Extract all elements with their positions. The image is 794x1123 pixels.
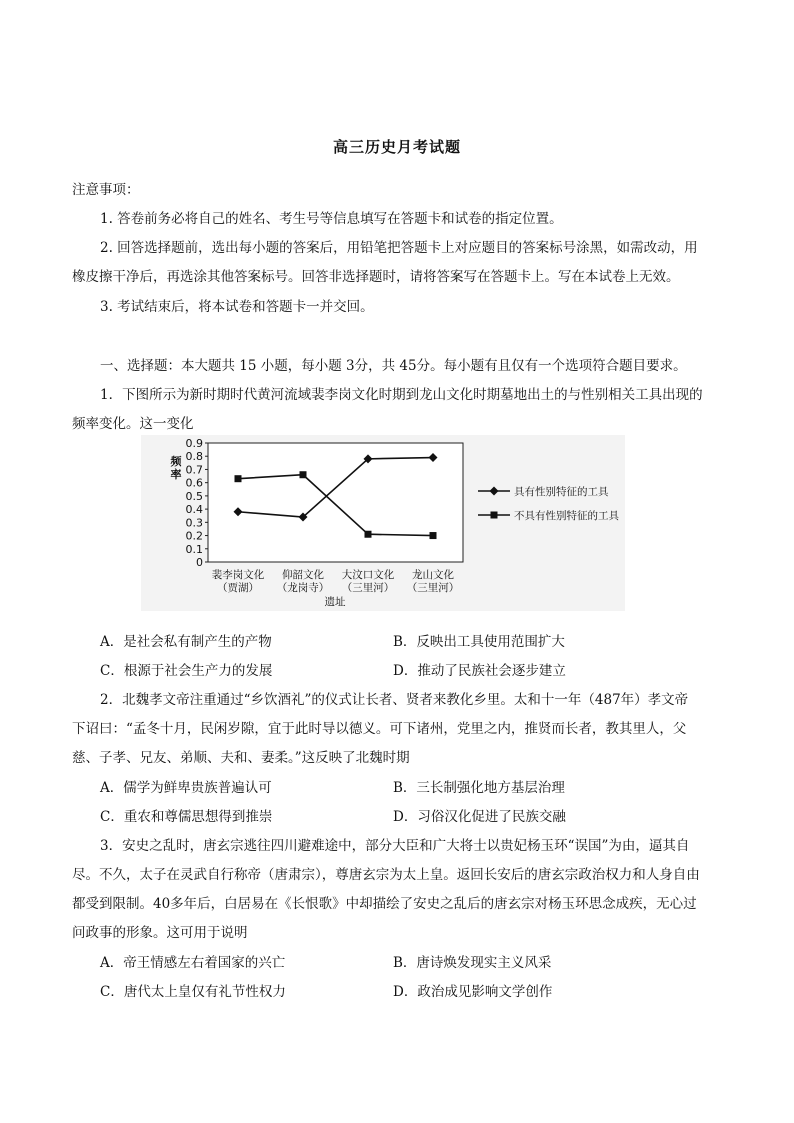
q1-stem: 1．下图所示为新时期时代黄河流域裴李岗文化时期到龙山文化时期墓地出土的与性别相关工具出现的 [100,387,703,403]
legend-marker-square [491,512,498,519]
x-tick-sublabel: （三里河） [406,582,460,594]
q2-stem-cont-2: 慈、子孝、兄友、弟顺、夫和、妻柔。”这反映了北魏时期 [72,750,410,766]
x-tick-sublabel: （贾湖） [217,582,259,594]
notice-item-2: 2. 回答选择题前，选出每小题的答案后，用铅笔把答题卡上对应题目的答案标号涂黑，如需改动，用 [100,240,698,256]
x-tick-sublabel: （龙岗寺） [276,582,330,594]
plot-area [208,443,463,562]
notice-item-2-cont: 橡皮擦干净后，再选涂其他答案标号。回答非选择题时，请将答案写在答题卡上。写在本试卷上无效。 [72,269,680,285]
notice-heading: 注意事项： [72,182,140,198]
data-point-square [300,471,307,478]
y-tick-label: 0.5 [185,489,203,503]
q2-stem-cont-1: 下诏曰：“孟冬十月，民闲岁隙，宜于此时导以德义。可下诸州，党里之内，推贤而长者，教其里人，父 [72,721,687,737]
q1-option-a[interactable]: A．是社会私有制产生的产物 [100,634,272,650]
x-tick-label: 仰韶文化 [282,569,324,581]
q3-option-b[interactable]: B．唐诗焕发现实主义风采 [393,955,552,971]
y-tick-label: 0.6 [185,476,203,490]
q2-option-a[interactable]: A．儒学为鲜卑贵族普遍认可 [100,780,272,796]
x-tick-sublabel: （三里河） [341,582,395,594]
y-axis-label: 率 [170,468,182,481]
y-tick-label: 0 [196,556,203,569]
x-tick-label: 龙山文化 [412,569,454,581]
x-tick-label: 大汶口文化 [341,569,395,581]
q1-option-d[interactable]: D．推动了民族社会逐步建立 [393,663,566,679]
y-tick-label: 0.1 [185,542,203,556]
legend-label: 具有性别特征的工具 [514,486,609,498]
y-tick-label: 0.9 [185,437,203,450]
q1-option-b[interactable]: B．反映出工具使用范围扩大 [393,634,565,650]
q3-stem-cont-3: 问政事的形象。这可用于说明 [72,925,248,941]
page-title: 高三历史月考试题 [332,138,461,156]
q2-stem: 2．北魏孝文帝注重通过“乡饮酒礼”的仪式让长者、贤者来教化乡里。太和十一年（487年）孝文帝 [100,692,689,708]
q2-option-c[interactable]: C．重农和尊儒思想得到推崇 [100,809,273,825]
y-axis-label: 频 [170,455,182,468]
y-tick-label: 0.2 [185,529,203,543]
q3-option-a[interactable]: A．帝王情感左右着国家的兴亡 [100,955,286,971]
q1-stem-cont: 频率变化。这一变化 [72,416,194,432]
q1-option-c[interactable]: C．根源于社会生产力的发展 [100,663,273,679]
q3-option-c[interactable]: C．唐代太上皇仅有礼节性权力 [100,984,286,1000]
data-point-square [365,531,372,538]
y-tick-label: 0.7 [185,463,203,477]
y-tick-label: 0.4 [185,503,203,517]
notice-item-1: 1. 答卷前务必将自己的姓名、考生号等信息填写在答题卡和试卷的指定位置。 [100,211,563,227]
frequency-chart [141,435,625,611]
q3-stem: 3．安史之乱时，唐玄宗逃往四川避难途中，部分大臣和广大将士以贵妃杨玉环“误国”为由，逼其自 [100,838,690,854]
q3-stem-cont-2: 都受到限制。40多年后，白居易在《长恨歌》中却描绘了安史之乱后的唐玄宗对杨玉环思念成疾，无心过 [72,896,697,912]
x-tick-label: 裴李岗文化 [211,569,265,581]
data-point-square [430,532,437,539]
q2-option-d[interactable]: D．习俗汉化促进了民族交融 [393,809,566,825]
frequency-chart-svg [141,435,625,611]
notice-item-3: 3. 考试结束后，将本试卷和答题卡一并交回。 [100,299,374,315]
legend-marker-diamond [490,487,499,496]
data-point-square [235,475,242,482]
y-tick-label: 0.3 [185,516,203,530]
section-heading: 一、选择题：本大题共 15 小题，每小题 3分，共 45分。每小题有且仅有一个选项符合题目要求。 [100,358,687,374]
q3-stem-cont-1: 尽。不久，太子在灵武自行称帝（唐肃宗），尊唐玄宗为太上皇。返回长安后的唐玄宗政治权力和人身自由 [72,867,700,883]
x-axis-label: 遗址 [324,596,346,608]
legend-label: 不具有性别特征的工具 [514,510,619,522]
q3-option-d[interactable]: D．政治成见影响文学创作 [393,984,553,1000]
q2-option-b[interactable]: B．三长制强化地方基层治理 [393,780,565,796]
y-tick-label: 0.8 [185,450,203,464]
